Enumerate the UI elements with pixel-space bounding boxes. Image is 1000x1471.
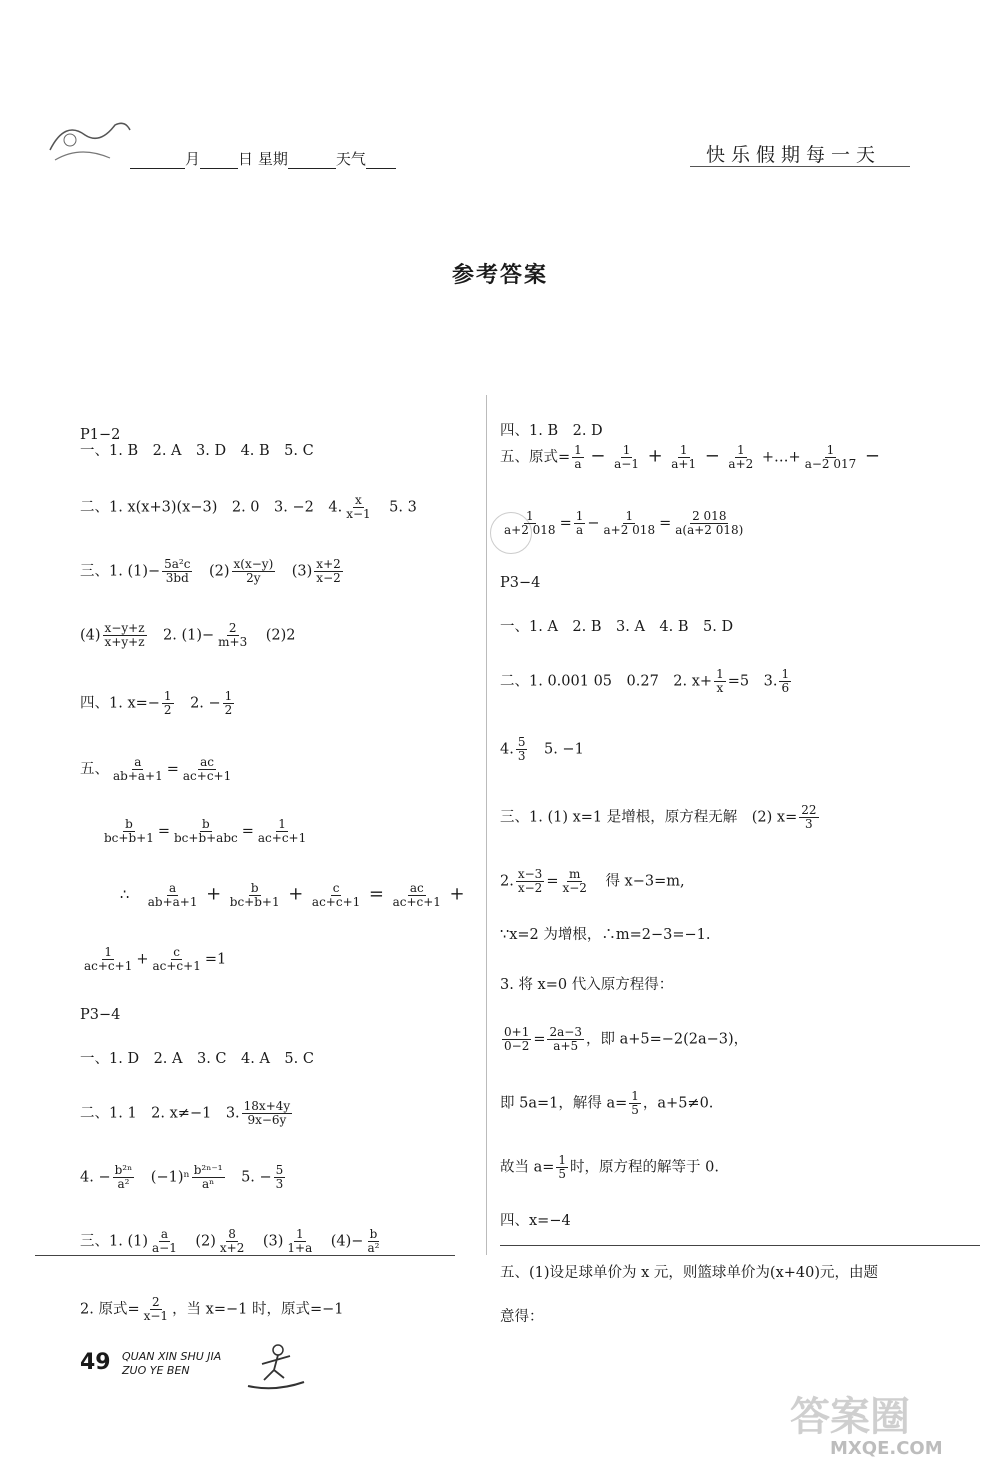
column-divider xyxy=(486,395,487,1255)
series-title: 快乐假期每一天 xyxy=(706,144,882,166)
page-number: 49 xyxy=(80,1350,111,1375)
right-line-13: 故当 a= $\frac{1}{5}$ 时，原方程的解等于 0. xyxy=(500,1153,719,1182)
left-line-5: 四、1. x=− $\frac{1}{2}$ 2. − $\frac{1}{2}$ xyxy=(80,689,233,718)
skier-icon xyxy=(240,1340,310,1395)
left-line-9: $\frac{1}{ac+c+1}$ + $\frac{c}{ac+c+1}$ =1 xyxy=(84,945,227,974)
right-line-8: 2. $\frac{x-3}{x-2}$ = $\frac{m}{x-2}$ 得 x−3=m, xyxy=(500,867,685,896)
left-line-4: (4) $\frac{x-y+z}{x+y+z}$ 2. (1)− $\frac{2}{m+3}$ (2)2 xyxy=(80,621,296,650)
footer-rule-left xyxy=(35,1255,455,1256)
brand-line-2: ZUO YE BEN xyxy=(122,1364,190,1378)
weather-label: 天气 xyxy=(335,150,366,168)
left-line-14: 2. 原式= $\frac{2}{x-1}$ ，当 x=−1 时，原式=−1 xyxy=(80,1295,344,1324)
left-line-3: 三、1. (1)− $\frac{\text{5a²c}}{3bd}$ (2) $\frac{x(x-y)}{2y}$ (3) $\frac{x+2}{x-2}$ xyxy=(80,557,341,586)
section-p34-right: P3−4 xyxy=(500,575,541,591)
right-line-1: 四、1. B 2. D xyxy=(500,423,603,439)
watermark-url: MXQE.COM xyxy=(830,1438,943,1459)
left-line-2: 二、1. x(x+3)(x−3) 2. 0 3. −2 4. $\frac{x}{x-1}$ 5. 3 xyxy=(80,493,417,522)
date-weather-line xyxy=(130,148,396,169)
right-line-3: $\frac{1}{a+2 018}$ = $\frac{1}{a}$ − $\frac{1}{a+2 018}$ = $\frac{2 018}{a(a+2 018)}$ xyxy=(504,509,744,538)
footer-rule-right xyxy=(500,1245,980,1246)
right-line-14: 四、x=−4 xyxy=(500,1213,571,1229)
brand-line-1: QUAN XIN SHU JIA xyxy=(122,1350,222,1363)
left-line-6: 五、 $\frac{a}{ab+a+1}$ = $\frac{ac}{ac+c+1}$ xyxy=(80,755,232,784)
right-line-11: $\frac{0+1}{0-2}$ = $\frac{2a-3}{a+5}$ ，即 a+5=−2(2a−3)， xyxy=(504,1025,749,1054)
section-p34-left: P3−4 xyxy=(80,1007,121,1023)
right-line-16: 意得： xyxy=(500,1309,544,1325)
right-line-10: 3. 将 x=0 代入原方程得： xyxy=(500,977,674,993)
left-line-7: $\frac{b}{bc+b+1}$ = $\frac{b}{\text{bc+b+abc}}$ = $\frac{1}{ac+c+1}$ xyxy=(104,817,307,846)
section-p12: P1−2 xyxy=(80,427,121,443)
left-line-1: 一、1. B 2. A 3. D 4. B 5. C xyxy=(80,443,314,459)
right-line-12: 即 5a=1，解得 a= $\frac{1}{5}$ ，a+5≠0. xyxy=(500,1089,714,1118)
right-line-9: ∵x=2 为增根，∴m=2−3=−1. xyxy=(500,927,711,943)
weekday-label: 星期 xyxy=(257,150,288,168)
watermark-text: 答案圈 xyxy=(790,1394,910,1440)
day-label: 日 xyxy=(238,150,254,168)
right-line-7: 三、1. (1) x=1 是增根，原方程无解 (2) x= $\frac{22}{3}$ xyxy=(500,803,817,832)
month-label: 月 xyxy=(185,150,201,168)
left-line-8: ∴ $\frac{a}{ab+a+1}$ + $\frac{b}{bc+b+1}$ + $\frac{c}{ac+c+1}$ = $\frac{ac}{ac+c+1}$ + xyxy=(120,881,465,910)
left-line-10: 一、1. D 2. A 3. C 4. A 5. C xyxy=(80,1051,314,1067)
left-line-11: 二、1. 1 2. x≠−1 3. $\frac{18x+4y}{9x-6y}$ xyxy=(80,1099,291,1128)
right-line-2: 五、原式= $\frac{1}{a}$ − $\frac{1}{a-1}$ + $\frac{1}{a+1}$ − $\frac{1}{a+2}$ +…+ $\frac{1}{a-2 017}$ − xyxy=(500,443,880,472)
brand-text xyxy=(122,1350,221,1379)
right-line-6: 4. $\frac{5}{3}$ 5. −1 xyxy=(500,735,584,764)
right-line-15: 五、(1)设足球单价为 x 元，则篮球单价为(x+40)元，由题 xyxy=(500,1265,879,1281)
header-doodle-icon xyxy=(40,110,140,170)
page-title: 参考答案 xyxy=(451,263,548,288)
header-rule xyxy=(690,166,910,167)
right-line-5: 二、1. 0.001 05 0.27 2. x+ $\frac{1}{x}$ =5 3. $\frac{1}{6}$ xyxy=(500,667,790,696)
left-line-12: 4. − $\frac{\text{b²ⁿ}}{\text{a²}}$ (−1)ⁿ $\frac{\text{b²ⁿ⁻¹}}{\text{aⁿ}}$ 5. − $\frac{5}{3}$ xyxy=(80,1163,284,1192)
right-line-4: 一、1. A 2. B 3. A 4. B 5. D xyxy=(500,619,734,635)
left-line-13: 三、1. (1) $\frac{a}{a-1}$ (2) $\frac{8}{x+2}$ (3) $\frac{1}{1+a}$ (4)− $\frac{b}{\text{a²}}$ xyxy=(80,1227,380,1256)
